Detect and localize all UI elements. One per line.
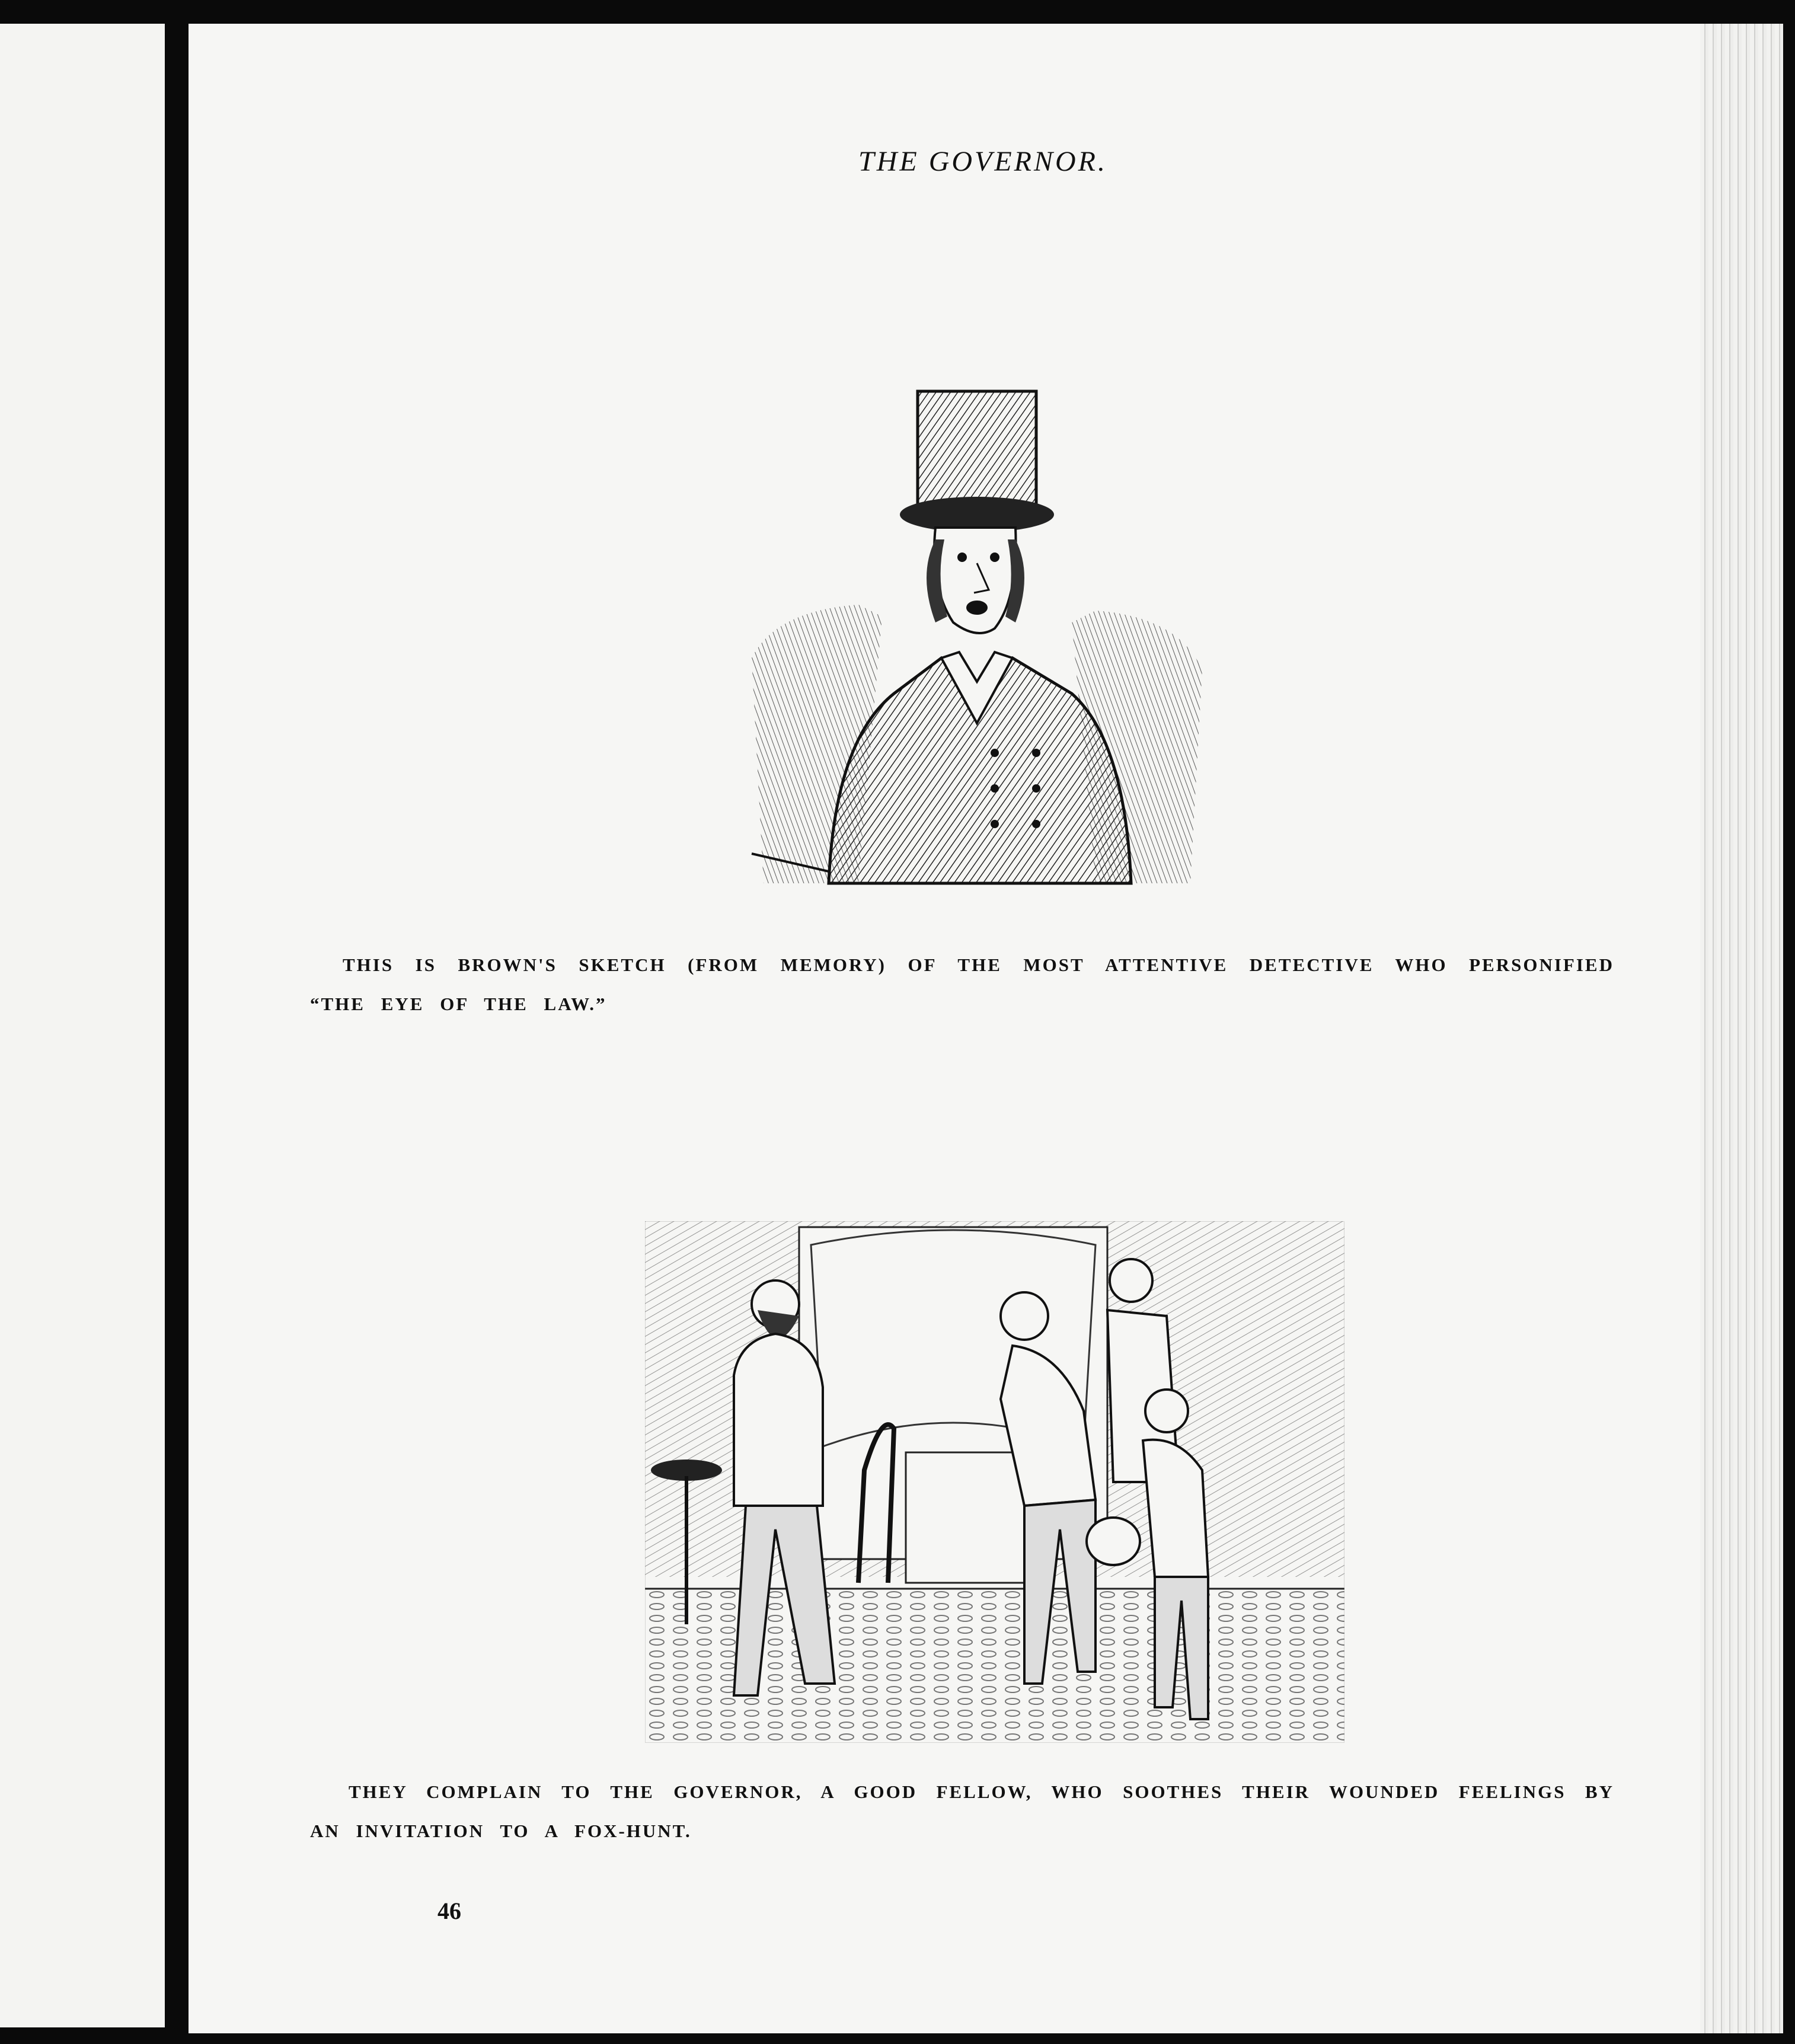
governor-meeting-engraving (645, 1221, 1344, 1743)
detective-portrait-engraving (740, 362, 1214, 895)
page-title: THE GOVERNOR. (858, 146, 1107, 177)
caption-top: THIS IS BROWN'S SKETCH (FROM MEMORY) OF THE MOST ATTENTIVE DETECTIVE WHO PERSONIFIED “THE EYE OF THE LAW.” (310, 954, 1614, 1014)
caption-bottom: THEY COMPLAIN TO THE GOVERNOR, A GOOD FELLOW, WHO SOOTHES THEIR WOUNDED FEELINGS BY AN INVITATION TO A FOX-HUNT. (310, 1781, 1614, 1841)
book-page (189, 24, 1783, 2033)
page-edges (1700, 24, 1783, 2033)
facing-page (0, 24, 165, 2027)
page-number: 46 (437, 1898, 461, 1924)
book-gutter (165, 0, 189, 2044)
